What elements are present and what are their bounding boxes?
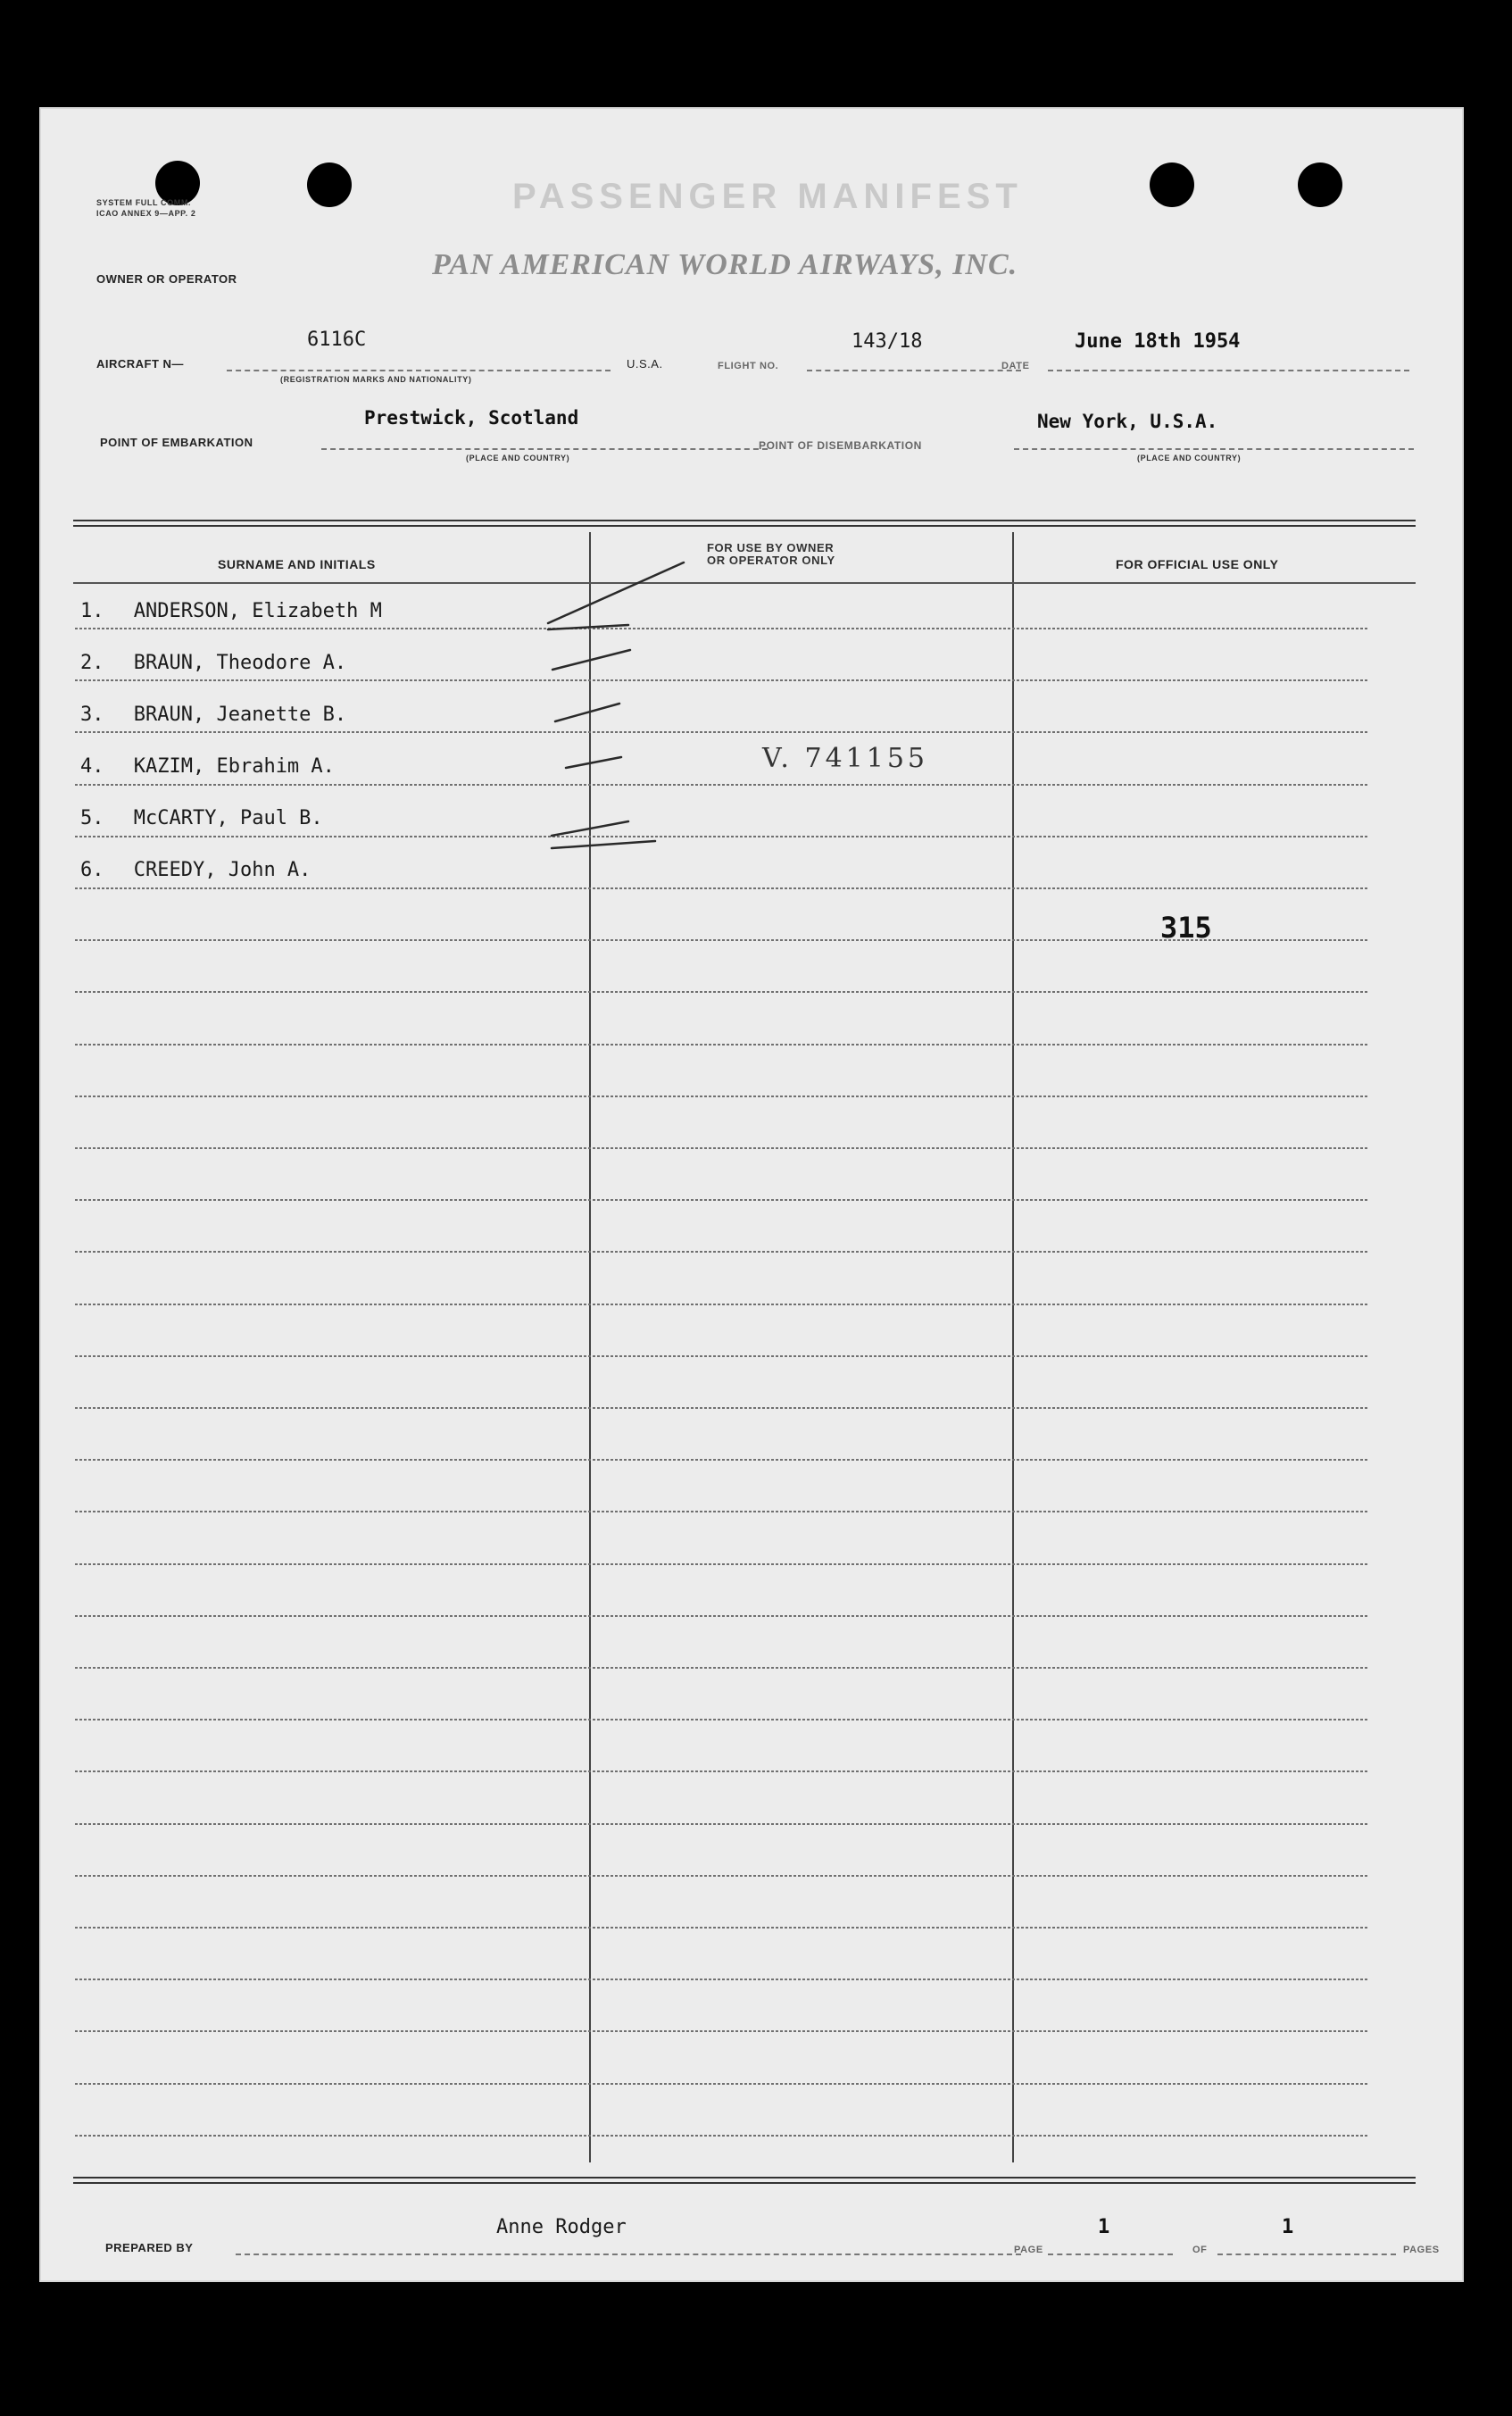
- disembark-value: New York, U.S.A.: [1037, 411, 1218, 432]
- owner-label: OWNER OR OPERATOR: [96, 272, 237, 286]
- passenger-name: KAZIM, Ebrahim A.: [133, 755, 335, 778]
- flight-value: 143/18: [852, 330, 923, 353]
- col2-header-line1: FOR USE BY OWNER: [707, 541, 835, 554]
- date-value: June 18th 1954: [1075, 330, 1241, 353]
- embark-label: POINT OF EMBARKATION: [100, 436, 253, 449]
- form-title: PASSENGER MANIFEST: [512, 177, 1023, 216]
- usa-label: U.S.A.: [627, 357, 663, 371]
- aircraft-value: 6116C: [307, 329, 367, 351]
- check-mark-icon: [552, 841, 655, 848]
- of-line: [1217, 2254, 1396, 2255]
- disembark-label: POINT OF DISEMBARKATION: [759, 439, 922, 452]
- prepared-line: [236, 2254, 1021, 2255]
- row-number: 2.: [80, 652, 104, 674]
- passenger-name: McCARTY, Paul B.: [133, 807, 323, 829]
- embark-caption: (PLACE AND COUNTRY): [466, 454, 570, 462]
- row-number: 5.: [80, 807, 104, 829]
- col2-header-line2: OR OPERATOR ONLY: [707, 554, 835, 567]
- pages-label: PAGES: [1403, 2245, 1440, 2255]
- row-number: 4.: [80, 755, 104, 778]
- form-code-line1: SYSTEM FULL COMM.: [96, 198, 192, 207]
- page-label: PAGE: [1014, 2245, 1043, 2255]
- col1-header: SURNAME AND INITIALS: [218, 557, 376, 571]
- date-label: DATE: [1001, 361, 1030, 371]
- passenger-name: BRAUN, Jeanette B.: [133, 704, 347, 726]
- prepared-value: Anne Rodger: [496, 2216, 627, 2238]
- row-number: 1.: [80, 600, 104, 622]
- prepared-label: PREPARED BY: [105, 2241, 194, 2254]
- check-mark-icon: [552, 650, 630, 670]
- passenger-name: CREEDY, John A.: [133, 859, 312, 881]
- check-mark-icon: [552, 821, 628, 836]
- official-number: 315: [1160, 911, 1212, 945]
- page-value: 1: [1098, 2216, 1110, 2238]
- page-line: [1048, 2254, 1173, 2255]
- passenger-name: ANDERSON, Elizabeth M: [133, 600, 382, 622]
- ruled-lines: [39, 107, 1464, 2282]
- passenger-name: BRAUN, Theodore A.: [133, 652, 347, 674]
- form-code-line2: ICAO ANNEX 9—APP. 2: [96, 209, 196, 218]
- embark-value: Prestwick, Scotland: [364, 407, 579, 429]
- row-number: 3.: [80, 704, 104, 726]
- owner-value: PAN AMERICAN WORLD AIRWAYS, INC.: [432, 248, 1018, 281]
- check-mark-icon: [555, 704, 619, 721]
- handwritten-note: V. 741155: [762, 743, 929, 774]
- aircraft-label: AIRCRAFT N—: [96, 357, 184, 371]
- check-mark-icon: [548, 562, 684, 623]
- registration-caption: (REGISTRATION MARKS AND NATIONALITY): [280, 375, 472, 384]
- table-bottom-rule: [73, 2177, 1416, 2184]
- check-mark-icon: [566, 757, 621, 768]
- row-number: 6.: [80, 859, 104, 881]
- col3-header: FOR OFFICIAL USE ONLY: [1116, 557, 1279, 571]
- of-value: 1: [1282, 2216, 1294, 2238]
- flight-label: FLIGHT NO.: [718, 361, 779, 371]
- disembark-caption: (PLACE AND COUNTRY): [1137, 454, 1242, 462]
- of-label: OF: [1192, 2245, 1208, 2255]
- manifest-sheet: [39, 107, 1464, 2282]
